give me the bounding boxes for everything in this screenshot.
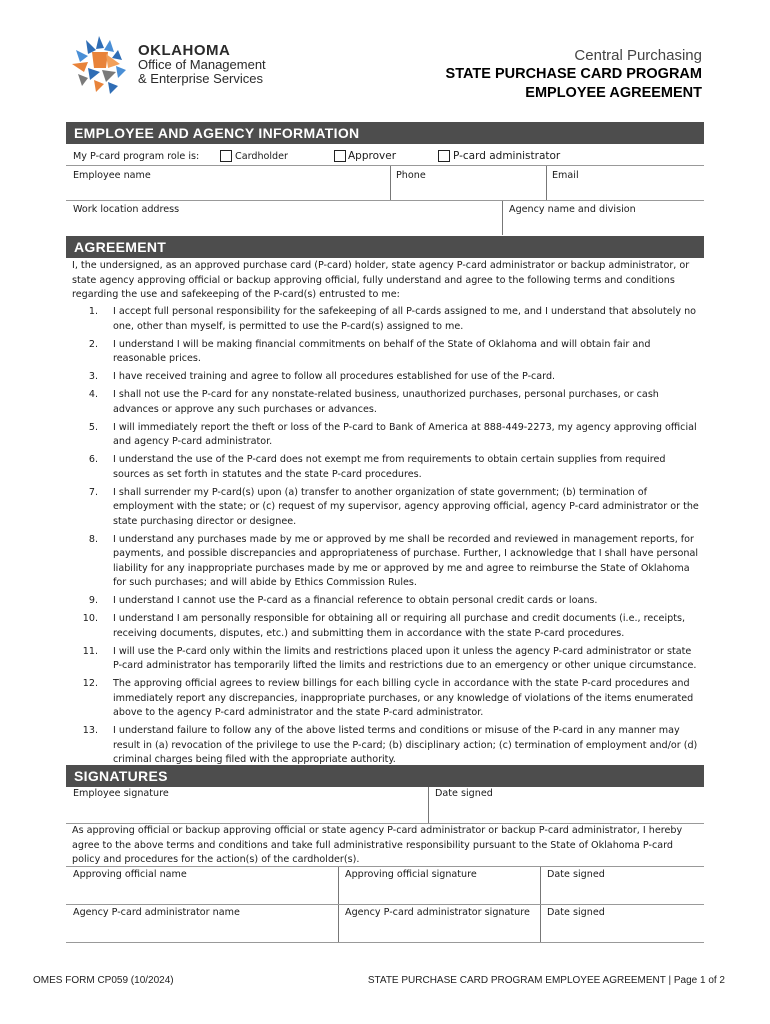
agreement-item bbox=[72, 370, 700, 385]
logo-agency-line2: & Enterprise Services bbox=[138, 71, 263, 86]
agreement-item-number: 2. bbox=[88, 338, 98, 350]
approving-official-date-label: Date signed bbox=[547, 869, 605, 880]
agreement-item bbox=[72, 533, 700, 591]
agreement-item-number: 3. bbox=[88, 371, 98, 382]
cardholder-label: Cardholder bbox=[235, 151, 288, 162]
logo-state-name: OKLAHOMA bbox=[138, 42, 231, 59]
phone-label: Phone bbox=[396, 170, 426, 181]
employee-name-label: Employee name bbox=[73, 170, 151, 181]
agreement-item-number: 9. bbox=[88, 595, 98, 606]
role-label: My P-card program role is: bbox=[73, 151, 200, 162]
oklahoma-star-logo-icon bbox=[68, 34, 130, 96]
agreement-item bbox=[72, 421, 700, 450]
agreement-item-text: I will immediately report the theft or loss of the P-card to Bank of America at 888-449-2273, my agency approving official and agency P-card administrator. bbox=[113, 421, 697, 447]
email-label: Email bbox=[552, 170, 579, 181]
admin-name-label: Agency P-card administrator name bbox=[73, 907, 240, 918]
agreement-item bbox=[72, 486, 700, 530]
agreement-item-number: 6. bbox=[88, 454, 98, 465]
agreement-item-text: I understand the use of the P-card does not exempt me from requirements to obtain certain supplies from required sources as set forth in statutes and the state P-card procedures. bbox=[113, 454, 666, 480]
agreement-item-text: I accept full personal responsibility for the safekeeping of all P-cards assigned to me, and I understand that absolutely no one, other than myself, is permitted to use the P-card(s) assigned to me. bbox=[113, 306, 697, 332]
cardholder-checkbox[interactable] bbox=[220, 150, 232, 162]
agreement-item bbox=[72, 453, 700, 482]
approval-statement: As approving official or backup approving official or state agency P-card administrator or backup P-card administrator, I hereby agree to the above terms and conditions and take full administrative responsibility pursuant to the State of Oklahoma P-card policy and procedures for the action(s) of the cardholder(s). bbox=[72, 825, 683, 865]
agreement-item bbox=[72, 645, 700, 674]
agreement-item bbox=[72, 305, 700, 334]
agreement-item-text: I understand any purchases made by me or approved by me shall be recorded and reviewed in management reports, for payments, and possible discrepancies and appropriateness of purchase. Further, I acknowledge that I shall have personal liability for any inappropriate purchases made by me or approved by me and agree to reimburse the State of Oklahoma for such purchases; and will abide by Ethics Commission Rules. bbox=[113, 533, 698, 588]
agreement-item-number: 4. bbox=[88, 389, 98, 400]
agreement-item-text: I understand I cannot use the P-card as a financial reference to obtain personal credit cards or loans. bbox=[113, 595, 598, 606]
header-title-line1: STATE PURCHASE CARD PROGRAM bbox=[445, 66, 702, 82]
agreement-item-text: I shall surrender my P-card(s) upon (a) transfer to another organization of state government; (b) termination of employment with the state; or (c) request of my supervisor, agency approving official, agency P-card administrator or the state purchasing director or designee. bbox=[113, 486, 699, 527]
employee-date-signed-label: Date signed bbox=[435, 788, 493, 799]
agreement-item bbox=[72, 677, 700, 721]
footer-page-info: STATE PURCHASE CARD PROGRAM EMPLOYEE AGREEMENT | Page 1 of 2 bbox=[367, 975, 725, 986]
pcard-administrator-label: P-card administrator bbox=[453, 150, 561, 162]
agreement-item-text: I understand I will be making financial commitments on behalf of the State of Oklahoma and will obtain fair and reasonable prices. bbox=[113, 338, 651, 364]
agreement-item-number: 5. bbox=[88, 421, 98, 433]
admin-signature-label: Agency P-card administrator signature bbox=[345, 907, 530, 918]
agreement-item bbox=[72, 388, 700, 417]
agreement-item bbox=[72, 612, 700, 641]
agreement-item-number: 11. bbox=[82, 645, 98, 657]
agreement-item-text: I understand I am personally responsible for obtaining all or requiring all purchase and credit documents (i.e., receipts, receiving documents, disputes, etc.) and submitting them in accordance with the state P-card procedures. bbox=[113, 613, 686, 639]
agreement-item-number: 13. bbox=[82, 725, 98, 736]
work-location-label: Work location address bbox=[73, 204, 180, 215]
header-title-line2: EMPLOYEE AGREEMENT bbox=[525, 85, 702, 101]
agreement-item-text: The approving official agrees to review billings for each billing cycle in accordance with the state P-card procedures and immediately report any discrepancies, inappropriate purchases, or any knowledge of violations of the items enumerated above to the agency P-card administrator and the state P-card administrator. bbox=[113, 678, 694, 718]
agreement-item bbox=[72, 724, 700, 768]
agreement-item-number: 7. bbox=[88, 486, 98, 498]
logo-agency-line1: Office of Management bbox=[138, 57, 266, 72]
section-signatures-header: SIGNATURES bbox=[66, 765, 704, 787]
document-header bbox=[446, 46, 702, 103]
agreement-item bbox=[72, 594, 700, 609]
agreement-item-text: I have received training and agree to follow all procedures established for use of the P-card. bbox=[113, 371, 556, 382]
divider bbox=[66, 942, 704, 943]
pcard-administrator-checkbox[interactable] bbox=[438, 150, 450, 162]
agreement-intro: I, the undersigned, as an approved purchase card (P-card) holder, state agency P-card administrator or backup administrator, or state agency approving official or backup approving official, fully understand and agree to the following terms and conditions regarding the use and safekeeping of the P-card(s) entrusted to me: bbox=[72, 260, 690, 300]
agreement-item-text: I will use the P-card only within the limits and restrictions placed upon it unless the agency P-card administrator or state P-card administrator has temporarily lifted the limits and restrictions due to an emergency or other unique circumstance. bbox=[113, 645, 697, 671]
section-agreement-header: AGREEMENT bbox=[66, 236, 704, 258]
section-employee-agency-info-header: EMPLOYEE AND AGENCY INFORMATION bbox=[66, 122, 704, 144]
agreement-item-text: I understand failure to follow any of the above listed terms and conditions or misuse of the P-card in any manner may result in (a) revocation of the privilege to use the P-card; (b) disciplinary action; (c) termination of employment and/or (d) criminal charges being filed with the appropriate authority. bbox=[113, 725, 698, 765]
employee-signature-label: Employee signature bbox=[73, 788, 169, 799]
agreement-item bbox=[72, 338, 700, 367]
approver-label: Approver bbox=[348, 150, 397, 162]
approver-checkbox[interactable] bbox=[334, 150, 346, 162]
approving-official-signature-label: Approving official signature bbox=[345, 869, 477, 880]
footer-form-id: OMES FORM CP059 (10/2024) bbox=[33, 975, 174, 986]
agreement-items-list bbox=[72, 305, 700, 771]
agreement-item-number: 1. bbox=[88, 306, 98, 317]
agreement-item-number: 8. bbox=[88, 533, 98, 545]
approving-official-name-label: Approving official name bbox=[73, 869, 187, 880]
agreement-item-number: 10. bbox=[82, 613, 98, 624]
omes-logo bbox=[68, 34, 298, 98]
header-subtitle: Central Purchasing bbox=[574, 47, 702, 64]
admin-date-label: Date signed bbox=[547, 907, 605, 918]
agreement-item-text: I shall not use the P-card for any nonstate-related business, unauthorized purchases, personal purchases, or cash advances or approve any such purchases or advances. bbox=[113, 389, 659, 415]
agency-division-label: Agency name and division bbox=[509, 204, 636, 215]
agreement-item-number: 12. bbox=[82, 678, 98, 689]
